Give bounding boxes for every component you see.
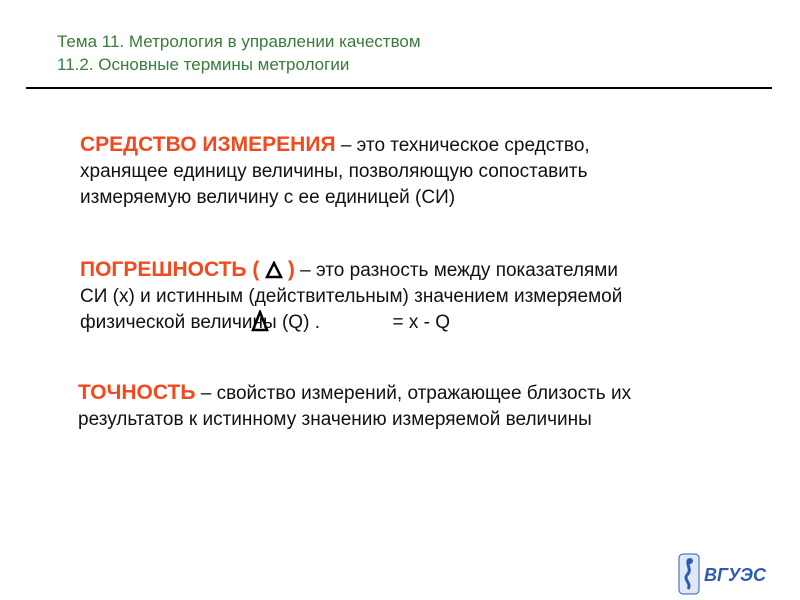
definition-text-line3: измеряемую величину с ее единицей (СИ) — [80, 187, 456, 208]
term-measuring-instrument: СРЕДСТВО ИЗМЕРЕНИЯ — [80, 133, 336, 156]
definition-accuracy — [78, 380, 631, 433]
logo-text: ВГУЭС — [704, 565, 766, 585]
delta-icon — [265, 261, 283, 279]
definition-text-line2: СИ (х) и истинным (действительным) значением измеряемой — [80, 286, 623, 307]
university-logo-icon — [678, 553, 774, 595]
term-accuracy: ТОЧНОСТЬ — [78, 381, 196, 404]
definition-text-line2: хранящее единицу величины, позволяющую сопоставить — [80, 161, 588, 182]
term-error-open: ПОГРЕШНОСТЬ ( — [80, 258, 260, 281]
definition-error — [80, 257, 622, 336]
subtopic-title: 11.2. Основные термины метрологии — [57, 55, 350, 74]
term-error-close: ) — [287, 258, 295, 281]
definition-text-line1: – это разность между показателями — [294, 260, 618, 281]
definition-text-line3: физической величины (Q) . — [80, 312, 320, 333]
topic-title: Тема 11. Метрология в управлении качеством — [57, 32, 421, 51]
error-formula: = х - Q — [392, 312, 451, 333]
definition-text-line2: результатов к истинному значению измеряемой величины — [78, 409, 592, 430]
slide-header — [57, 30, 421, 76]
delta-icon — [251, 310, 269, 332]
header-divider — [26, 87, 772, 89]
definition-measuring-instrument — [80, 132, 590, 211]
definition-text-line1: – свойство измерений, отражающее близость их — [195, 383, 632, 404]
definition-text-line1: – это техническое средство, — [335, 135, 590, 156]
